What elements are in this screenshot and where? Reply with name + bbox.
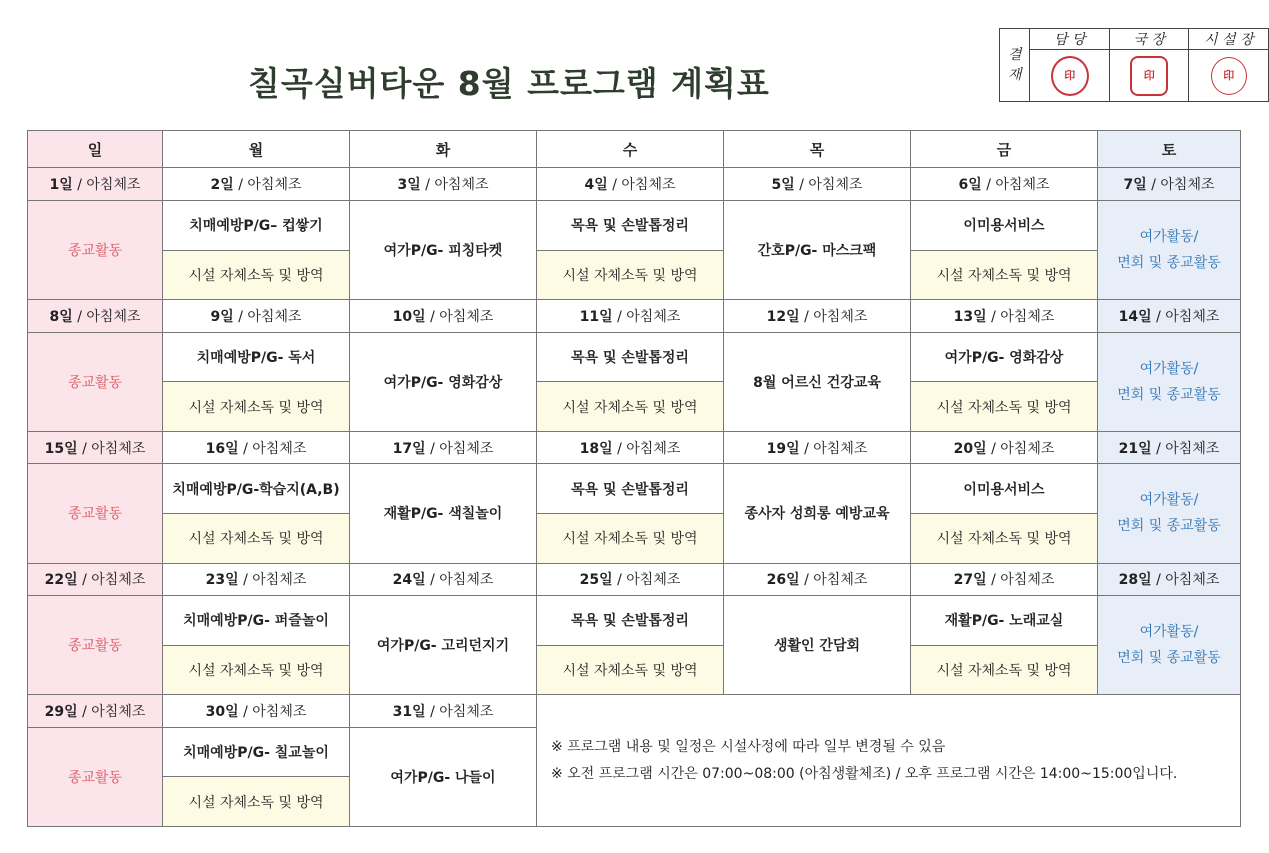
exercise-label: 아침체조 bbox=[808, 177, 863, 194]
date-separator: / bbox=[1146, 177, 1161, 194]
saturday-activity-line: 여가활동/ bbox=[1139, 229, 1199, 246]
exercise-label: 아침체조 bbox=[1165, 572, 1220, 589]
date-cell bbox=[28, 695, 163, 727]
seal-stamp: 印 bbox=[1130, 56, 1168, 96]
exercise-label: 아침체조 bbox=[86, 308, 141, 325]
saturday-activity-line: 여가활동/ bbox=[1139, 492, 1199, 509]
date-row bbox=[28, 695, 1241, 727]
date-number: 1일 bbox=[49, 177, 73, 194]
date-cell bbox=[1098, 431, 1241, 463]
date-cell bbox=[537, 300, 724, 332]
date-number: 22일 bbox=[44, 572, 78, 589]
monday-program-cell: 치매예방P/G-학습지(A,B) bbox=[163, 464, 350, 514]
date-cell bbox=[911, 563, 1098, 595]
exercise-label: 아침체조 bbox=[1165, 440, 1220, 457]
date-number: 24일 bbox=[392, 572, 426, 589]
program-row bbox=[28, 332, 1241, 382]
disinfection-cell: 시설 자체소독 및 방역 bbox=[537, 645, 724, 695]
date-separator: / bbox=[799, 572, 814, 589]
date-number: 28일 bbox=[1118, 572, 1152, 589]
approval-header-director: 국 장 bbox=[1109, 29, 1189, 50]
exercise-label: 아침체조 bbox=[91, 703, 146, 720]
exercise-label: 아침체조 bbox=[621, 177, 676, 194]
exercise-label: 아침체조 bbox=[626, 308, 681, 325]
date-separator: / bbox=[1151, 440, 1166, 457]
weekday-wed: 수 bbox=[537, 131, 724, 168]
disinfection-cell: 시설 자체소독 및 방역 bbox=[911, 645, 1098, 695]
disinfection-row bbox=[28, 645, 1241, 695]
program-row bbox=[28, 200, 1241, 250]
date-number: 30일 bbox=[205, 703, 239, 720]
exercise-label: 아침체조 bbox=[1160, 177, 1215, 194]
disinfection-row bbox=[28, 250, 1241, 300]
disinfection-cell: 시설 자체소독 및 방역 bbox=[537, 513, 724, 563]
saturday-activity-cell bbox=[1098, 332, 1241, 431]
saturday-activity-cell bbox=[1098, 200, 1241, 299]
saturday-activity-line: 면회 및 종교활동 bbox=[1117, 650, 1221, 667]
date-number: 19일 bbox=[766, 440, 800, 457]
exercise-label: 아침체조 bbox=[91, 572, 146, 589]
date-number: 25일 bbox=[579, 572, 613, 589]
friday-program-cell: 여가P/G- 영화감상 bbox=[911, 332, 1098, 382]
date-separator: / bbox=[981, 177, 996, 194]
saturday-activity-line: 여가활동/ bbox=[1139, 624, 1199, 641]
exercise-label: 아침체조 bbox=[247, 177, 302, 194]
friday-program-cell: 이미용서비스 bbox=[911, 464, 1098, 514]
date-number: 23일 bbox=[205, 572, 239, 589]
monday-program-cell: 치매예방P/G– 컵쌓기 bbox=[163, 200, 350, 250]
wednesday-program-cell: 목욕 및 손발톱정리 bbox=[537, 200, 724, 250]
date-cell bbox=[911, 168, 1098, 200]
weekday-fri: 금 bbox=[911, 131, 1098, 168]
note-line: ※ 프로그램 내용 및 일정은 시설사정에 따라 일부 변경될 수 있음 bbox=[551, 738, 946, 755]
date-row bbox=[28, 300, 1241, 332]
date-separator: / bbox=[238, 572, 253, 589]
tuesday-program-cell: 여가P/G- 고리던지기 bbox=[350, 595, 537, 694]
date-number: 20일 bbox=[953, 440, 987, 457]
approval-sign-director bbox=[1109, 50, 1189, 102]
thursday-program-cell: 생활인 간담회 bbox=[724, 595, 911, 694]
date-separator: / bbox=[799, 308, 814, 325]
program-row bbox=[28, 464, 1241, 514]
exercise-label: 아침체조 bbox=[86, 177, 141, 194]
wednesday-program-cell: 목욕 및 손발톱정리 bbox=[537, 595, 724, 645]
date-number: 14일 bbox=[1118, 308, 1152, 325]
disinfection-cell: 시설 자체소독 및 방역 bbox=[537, 250, 724, 300]
exercise-label: 아침체조 bbox=[439, 572, 494, 589]
saturday-activity-line: 여가활동/ bbox=[1139, 360, 1199, 377]
date-number: 26일 bbox=[766, 572, 800, 589]
approval-header-head: 시 설 장 bbox=[1189, 29, 1269, 50]
date-separator: / bbox=[238, 440, 253, 457]
disinfection-cell: 시설 자체소독 및 방역 bbox=[163, 250, 350, 300]
note-line: ※ 오전 프로그램 시간은 07:00~08:00 (아침생활체조) / 오후 프로그램 시간은 14:00~15:00입니다. bbox=[551, 765, 1178, 782]
thursday-program-cell: 8월 어르신 건강교육 bbox=[724, 332, 911, 431]
exercise-label: 아침체조 bbox=[252, 703, 307, 720]
date-number: 5일 bbox=[771, 177, 795, 194]
date-separator: / bbox=[238, 703, 253, 720]
approval-sign-staff bbox=[1030, 50, 1110, 102]
date-number: 16일 bbox=[205, 440, 239, 457]
date-cell bbox=[724, 563, 911, 595]
friday-program-cell: 재활P/G- 노래교실 bbox=[911, 595, 1098, 645]
date-separator: / bbox=[425, 703, 440, 720]
date-separator: / bbox=[425, 572, 440, 589]
date-separator: / bbox=[986, 440, 1001, 457]
date-separator: / bbox=[612, 308, 627, 325]
sunday-religion-cell: 종교활동 bbox=[28, 464, 163, 563]
date-number: 18일 bbox=[579, 440, 613, 457]
date-separator: / bbox=[1151, 572, 1166, 589]
disinfection-cell: 시설 자체소독 및 방역 bbox=[537, 382, 724, 432]
notes-cell bbox=[537, 695, 1241, 827]
date-cell bbox=[28, 300, 163, 332]
date-number: 17일 bbox=[392, 440, 426, 457]
date-number: 3일 bbox=[397, 177, 421, 194]
approval-side-label: 결 재 bbox=[1000, 29, 1030, 102]
date-number: 8일 bbox=[49, 308, 73, 325]
date-number: 10일 bbox=[392, 308, 426, 325]
saturday-activity-cell bbox=[1098, 595, 1241, 694]
thursday-program-cell: 종사자 성희롱 예방교육 bbox=[724, 464, 911, 563]
seal-stamp: 印 bbox=[1211, 57, 1247, 95]
date-cell bbox=[724, 300, 911, 332]
exercise-label: 아침체조 bbox=[439, 308, 494, 325]
exercise-label: 아침체조 bbox=[252, 440, 307, 457]
weekday-thu: 목 bbox=[724, 131, 911, 168]
date-separator: / bbox=[77, 703, 92, 720]
date-cell bbox=[350, 563, 537, 595]
sunday-religion-cell: 종교활동 bbox=[28, 727, 163, 826]
exercise-label: 아침체조 bbox=[439, 440, 494, 457]
date-cell bbox=[1098, 168, 1241, 200]
exercise-label: 아침체조 bbox=[247, 308, 302, 325]
date-cell bbox=[1098, 563, 1241, 595]
friday-program-cell: 이미용서비스 bbox=[911, 200, 1098, 250]
exercise-label: 아침체조 bbox=[626, 440, 681, 457]
date-number: 11일 bbox=[579, 308, 613, 325]
exercise-label: 아침체조 bbox=[439, 703, 494, 720]
exercise-label: 아침체조 bbox=[813, 308, 868, 325]
date-cell bbox=[911, 300, 1098, 332]
date-cell bbox=[724, 168, 911, 200]
date-number: 27일 bbox=[953, 572, 987, 589]
date-cell bbox=[350, 431, 537, 463]
date-number: 7일 bbox=[1123, 177, 1147, 194]
wednesday-program-cell: 목욕 및 손발톱정리 bbox=[537, 464, 724, 514]
disinfection-row bbox=[28, 513, 1241, 563]
exercise-label: 아침체조 bbox=[1000, 572, 1055, 589]
disinfection-cell: 시설 자체소독 및 방역 bbox=[163, 513, 350, 563]
date-separator: / bbox=[1151, 308, 1166, 325]
approval-box bbox=[999, 28, 1269, 102]
date-separator: / bbox=[420, 177, 435, 194]
date-separator: / bbox=[77, 572, 92, 589]
date-separator: / bbox=[72, 308, 87, 325]
exercise-label: 아침체조 bbox=[1000, 308, 1055, 325]
tuesday-program-cell: 여가P/G- 피칭타켓 bbox=[350, 200, 537, 299]
date-separator: / bbox=[986, 572, 1001, 589]
date-row bbox=[28, 563, 1241, 595]
disinfection-row bbox=[28, 382, 1241, 432]
date-separator: / bbox=[72, 177, 87, 194]
date-cell bbox=[163, 563, 350, 595]
date-cell bbox=[28, 431, 163, 463]
date-number: 13일 bbox=[953, 308, 987, 325]
date-separator: / bbox=[612, 440, 627, 457]
sunday-religion-cell: 종교활동 bbox=[28, 332, 163, 431]
approval-sign-head bbox=[1189, 50, 1269, 102]
date-row bbox=[28, 431, 1241, 463]
date-cell bbox=[350, 168, 537, 200]
date-cell bbox=[163, 168, 350, 200]
schedule-table bbox=[27, 130, 1241, 827]
date-cell bbox=[1098, 300, 1241, 332]
exercise-label: 아침체조 bbox=[626, 572, 681, 589]
thursday-program-cell: 간호P/G- 마스크팩 bbox=[724, 200, 911, 299]
exercise-label: 아침체조 bbox=[995, 177, 1050, 194]
exercise-label: 아침체조 bbox=[813, 572, 868, 589]
disinfection-cell: 시설 자체소독 및 방역 bbox=[911, 382, 1098, 432]
tuesday-program-cell: 여가P/G- 영화감상 bbox=[350, 332, 537, 431]
date-separator: / bbox=[77, 440, 92, 457]
weekday-header-row bbox=[28, 131, 1241, 168]
exercise-label: 아침체조 bbox=[813, 440, 868, 457]
program-row bbox=[28, 595, 1241, 645]
disinfection-cell: 시설 자체소독 및 방역 bbox=[163, 382, 350, 432]
monday-program-cell: 치매예방P/G- 칠교놀이 bbox=[163, 727, 350, 777]
sunday-religion-cell: 종교활동 bbox=[28, 595, 163, 694]
exercise-label: 아침체조 bbox=[91, 440, 146, 457]
date-cell bbox=[350, 300, 537, 332]
date-cell bbox=[537, 563, 724, 595]
weekday-mon: 월 bbox=[163, 131, 350, 168]
date-cell bbox=[537, 431, 724, 463]
date-number: 9일 bbox=[210, 308, 234, 325]
approval-header-staff: 담 당 bbox=[1030, 29, 1110, 50]
date-number: 6일 bbox=[958, 177, 982, 194]
monday-program-cell: 치매예방P/G- 독서 bbox=[163, 332, 350, 382]
weekday-sun: 일 bbox=[28, 131, 163, 168]
date-separator: / bbox=[607, 177, 622, 194]
date-cell bbox=[163, 300, 350, 332]
date-number: 12일 bbox=[766, 308, 800, 325]
exercise-label: 아침체조 bbox=[252, 572, 307, 589]
date-cell bbox=[724, 431, 911, 463]
date-separator: / bbox=[986, 308, 1001, 325]
date-number: 21일 bbox=[1118, 440, 1152, 457]
date-separator: / bbox=[233, 177, 248, 194]
date-cell bbox=[911, 431, 1098, 463]
date-number: 31일 bbox=[392, 703, 426, 720]
date-cell bbox=[163, 695, 350, 727]
saturday-activity-line: 면회 및 종교활동 bbox=[1117, 255, 1221, 272]
date-row bbox=[28, 168, 1241, 200]
disinfection-cell: 시설 자체소독 및 방역 bbox=[911, 250, 1098, 300]
weekday-tue: 화 bbox=[350, 131, 537, 168]
date-separator: / bbox=[612, 572, 627, 589]
weekday-sat: 토 bbox=[1098, 131, 1241, 168]
date-separator: / bbox=[425, 440, 440, 457]
date-number: 15일 bbox=[44, 440, 78, 457]
date-separator: / bbox=[233, 308, 248, 325]
date-separator: / bbox=[794, 177, 809, 194]
saturday-activity-line: 면회 및 종교활동 bbox=[1117, 518, 1221, 535]
seal-stamp: 印 bbox=[1051, 56, 1089, 96]
disinfection-cell: 시설 자체소독 및 방역 bbox=[911, 513, 1098, 563]
date-separator: / bbox=[425, 308, 440, 325]
date-cell bbox=[163, 431, 350, 463]
exercise-label: 아침체조 bbox=[1165, 308, 1220, 325]
disinfection-cell: 시설 자체소독 및 방역 bbox=[163, 777, 350, 827]
date-number: 29일 bbox=[44, 703, 78, 720]
tuesday-program-cell: 여가P/G- 나들이 bbox=[350, 727, 537, 826]
saturday-activity-line: 면회 및 종교활동 bbox=[1117, 386, 1221, 403]
monday-program-cell: 치매예방P/G- 퍼즐놀이 bbox=[163, 595, 350, 645]
page-title: 칠곡실버타운 8월 프로그램 계획표 bbox=[248, 64, 770, 103]
date-cell bbox=[350, 695, 537, 727]
wednesday-program-cell: 목욕 및 손발톱정리 bbox=[537, 332, 724, 382]
saturday-activity-cell bbox=[1098, 464, 1241, 563]
date-number: 2일 bbox=[210, 177, 234, 194]
exercise-label: 아침체조 bbox=[434, 177, 489, 194]
date-cell bbox=[28, 563, 163, 595]
date-number: 4일 bbox=[584, 177, 608, 194]
date-cell bbox=[28, 168, 163, 200]
sunday-religion-cell: 종교활동 bbox=[28, 200, 163, 299]
date-cell bbox=[537, 168, 724, 200]
disinfection-cell: 시설 자체소독 및 방역 bbox=[163, 645, 350, 695]
date-separator: / bbox=[799, 440, 814, 457]
tuesday-program-cell: 재활P/G- 색칠놀이 bbox=[350, 464, 537, 563]
schedule-body bbox=[28, 131, 1241, 827]
exercise-label: 아침체조 bbox=[1000, 440, 1055, 457]
